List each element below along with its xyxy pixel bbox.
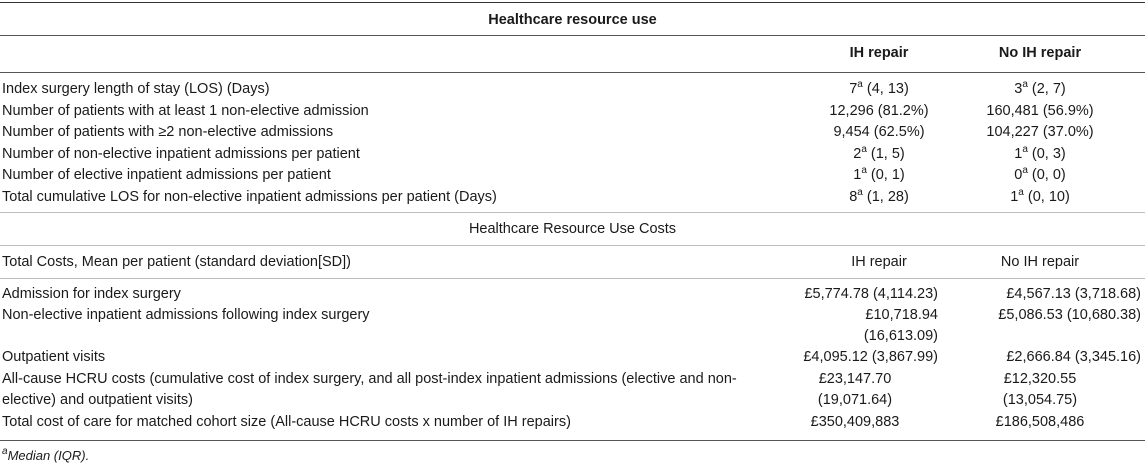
row-label: Number of elective inpatient admissions per patient	[2, 167, 331, 183]
no-ih-value: 1$^a$ (0, 10)	[1010, 187, 1070, 205]
ih-value: 8$^a$ (1, 28)	[849, 187, 909, 205]
no-ih-value: 104,227 (37.0%)	[986, 124, 1094, 140]
ih-value: 1$^a$ (0, 1)	[853, 165, 905, 183]
row-label: Non-elective inpatient admissions following index surgery	[2, 307, 370, 323]
costs-header-label: Total Costs, Mean per patient (standard deviation[SD])	[2, 254, 351, 270]
table-title: Healthcare resource use	[488, 12, 657, 28]
section-rule	[0, 212, 1145, 213]
ih-value: £23,147.70	[818, 371, 892, 387]
row-label: Total cost of care for matched cohort size (All-cause HCRU costs x number of IH repairs)	[2, 414, 571, 430]
col-header-no-ih-repair: No IH repair	[998, 45, 1082, 61]
ih-value-cont: (19,071.64)	[817, 392, 893, 408]
ih-value: £4,095.12 (3,867.99)	[803, 349, 938, 365]
row-label: Number of non-elective inpatient admissions per patient	[2, 146, 360, 162]
no-ih-value: £4,567.13 (3,718.68)	[1006, 286, 1141, 302]
row-label: Admission for index surgery	[2, 286, 181, 302]
ih-value: 9,454 (62.5%)	[833, 124, 925, 140]
section-title: Healthcare Resource Use Costs	[468, 221, 677, 237]
no-ih-value: 1$^a$ (0, 3)	[1014, 144, 1066, 162]
costs-header-ih: IH repair	[851, 254, 907, 270]
no-ih-value: £186,508,486	[995, 414, 1085, 430]
costs-header-no-ih: No IH repair	[1000, 254, 1080, 270]
title-rule	[0, 35, 1145, 36]
ih-value: £350,409,883	[810, 414, 900, 430]
header-rule	[0, 72, 1145, 73]
row-label: Number of patients with at least 1 non-elective admission	[2, 103, 369, 119]
no-ih-value: £12,320.55	[1003, 371, 1077, 387]
row-label: All-cause HCRU costs (cumulative cost of index surgery, and all post-index inpatient admissions (elective and non-	[2, 371, 737, 387]
row-label-cont: elective) and outpatient visits)	[2, 392, 194, 408]
ih-value: £10,718.94	[865, 307, 938, 323]
row-label: Total cumulative LOS for non-elective inpatient admissions per patient (Days)	[2, 189, 497, 205]
no-ih-value: £2,666.84 (3,345.16)	[1006, 349, 1141, 365]
no-ih-value-cont: (13,054.75)	[1002, 392, 1078, 408]
footnote-marker: a	[2, 446, 8, 457]
no-ih-value: 3$^a$ (2, 7)	[1014, 79, 1066, 97]
footnote-text: Median (IQR).	[7, 448, 90, 463]
ih-value: 2$^a$ (1, 5)	[853, 144, 905, 162]
ih-value: 12,296 (81.2%)	[829, 103, 929, 119]
row-label: Index surgery length of stay (LOS) (Days)	[2, 81, 270, 97]
ih-value: £5,774.78 (4,114.23)	[804, 286, 938, 302]
no-ih-value: £5,086.53 (10,680.38)	[998, 307, 1141, 323]
col-header-ih-repair: IH repair	[849, 45, 909, 61]
row-label: Outpatient visits	[2, 349, 106, 365]
no-ih-value: 0$^a$ (0, 0)	[1014, 165, 1066, 183]
section-rule	[0, 245, 1145, 246]
row-label: Number of patients with ≥2 non-elective admissions	[2, 124, 334, 140]
ih-value-cont: (16,613.09)	[863, 328, 938, 344]
ih-value: 7$^a$ (4, 13)	[849, 79, 909, 97]
table-bottom-rule	[0, 440, 1145, 441]
section-rule	[0, 278, 1145, 279]
no-ih-value: 160,481 (56.9%)	[986, 103, 1094, 119]
table-top-rule	[0, 2, 1145, 3]
